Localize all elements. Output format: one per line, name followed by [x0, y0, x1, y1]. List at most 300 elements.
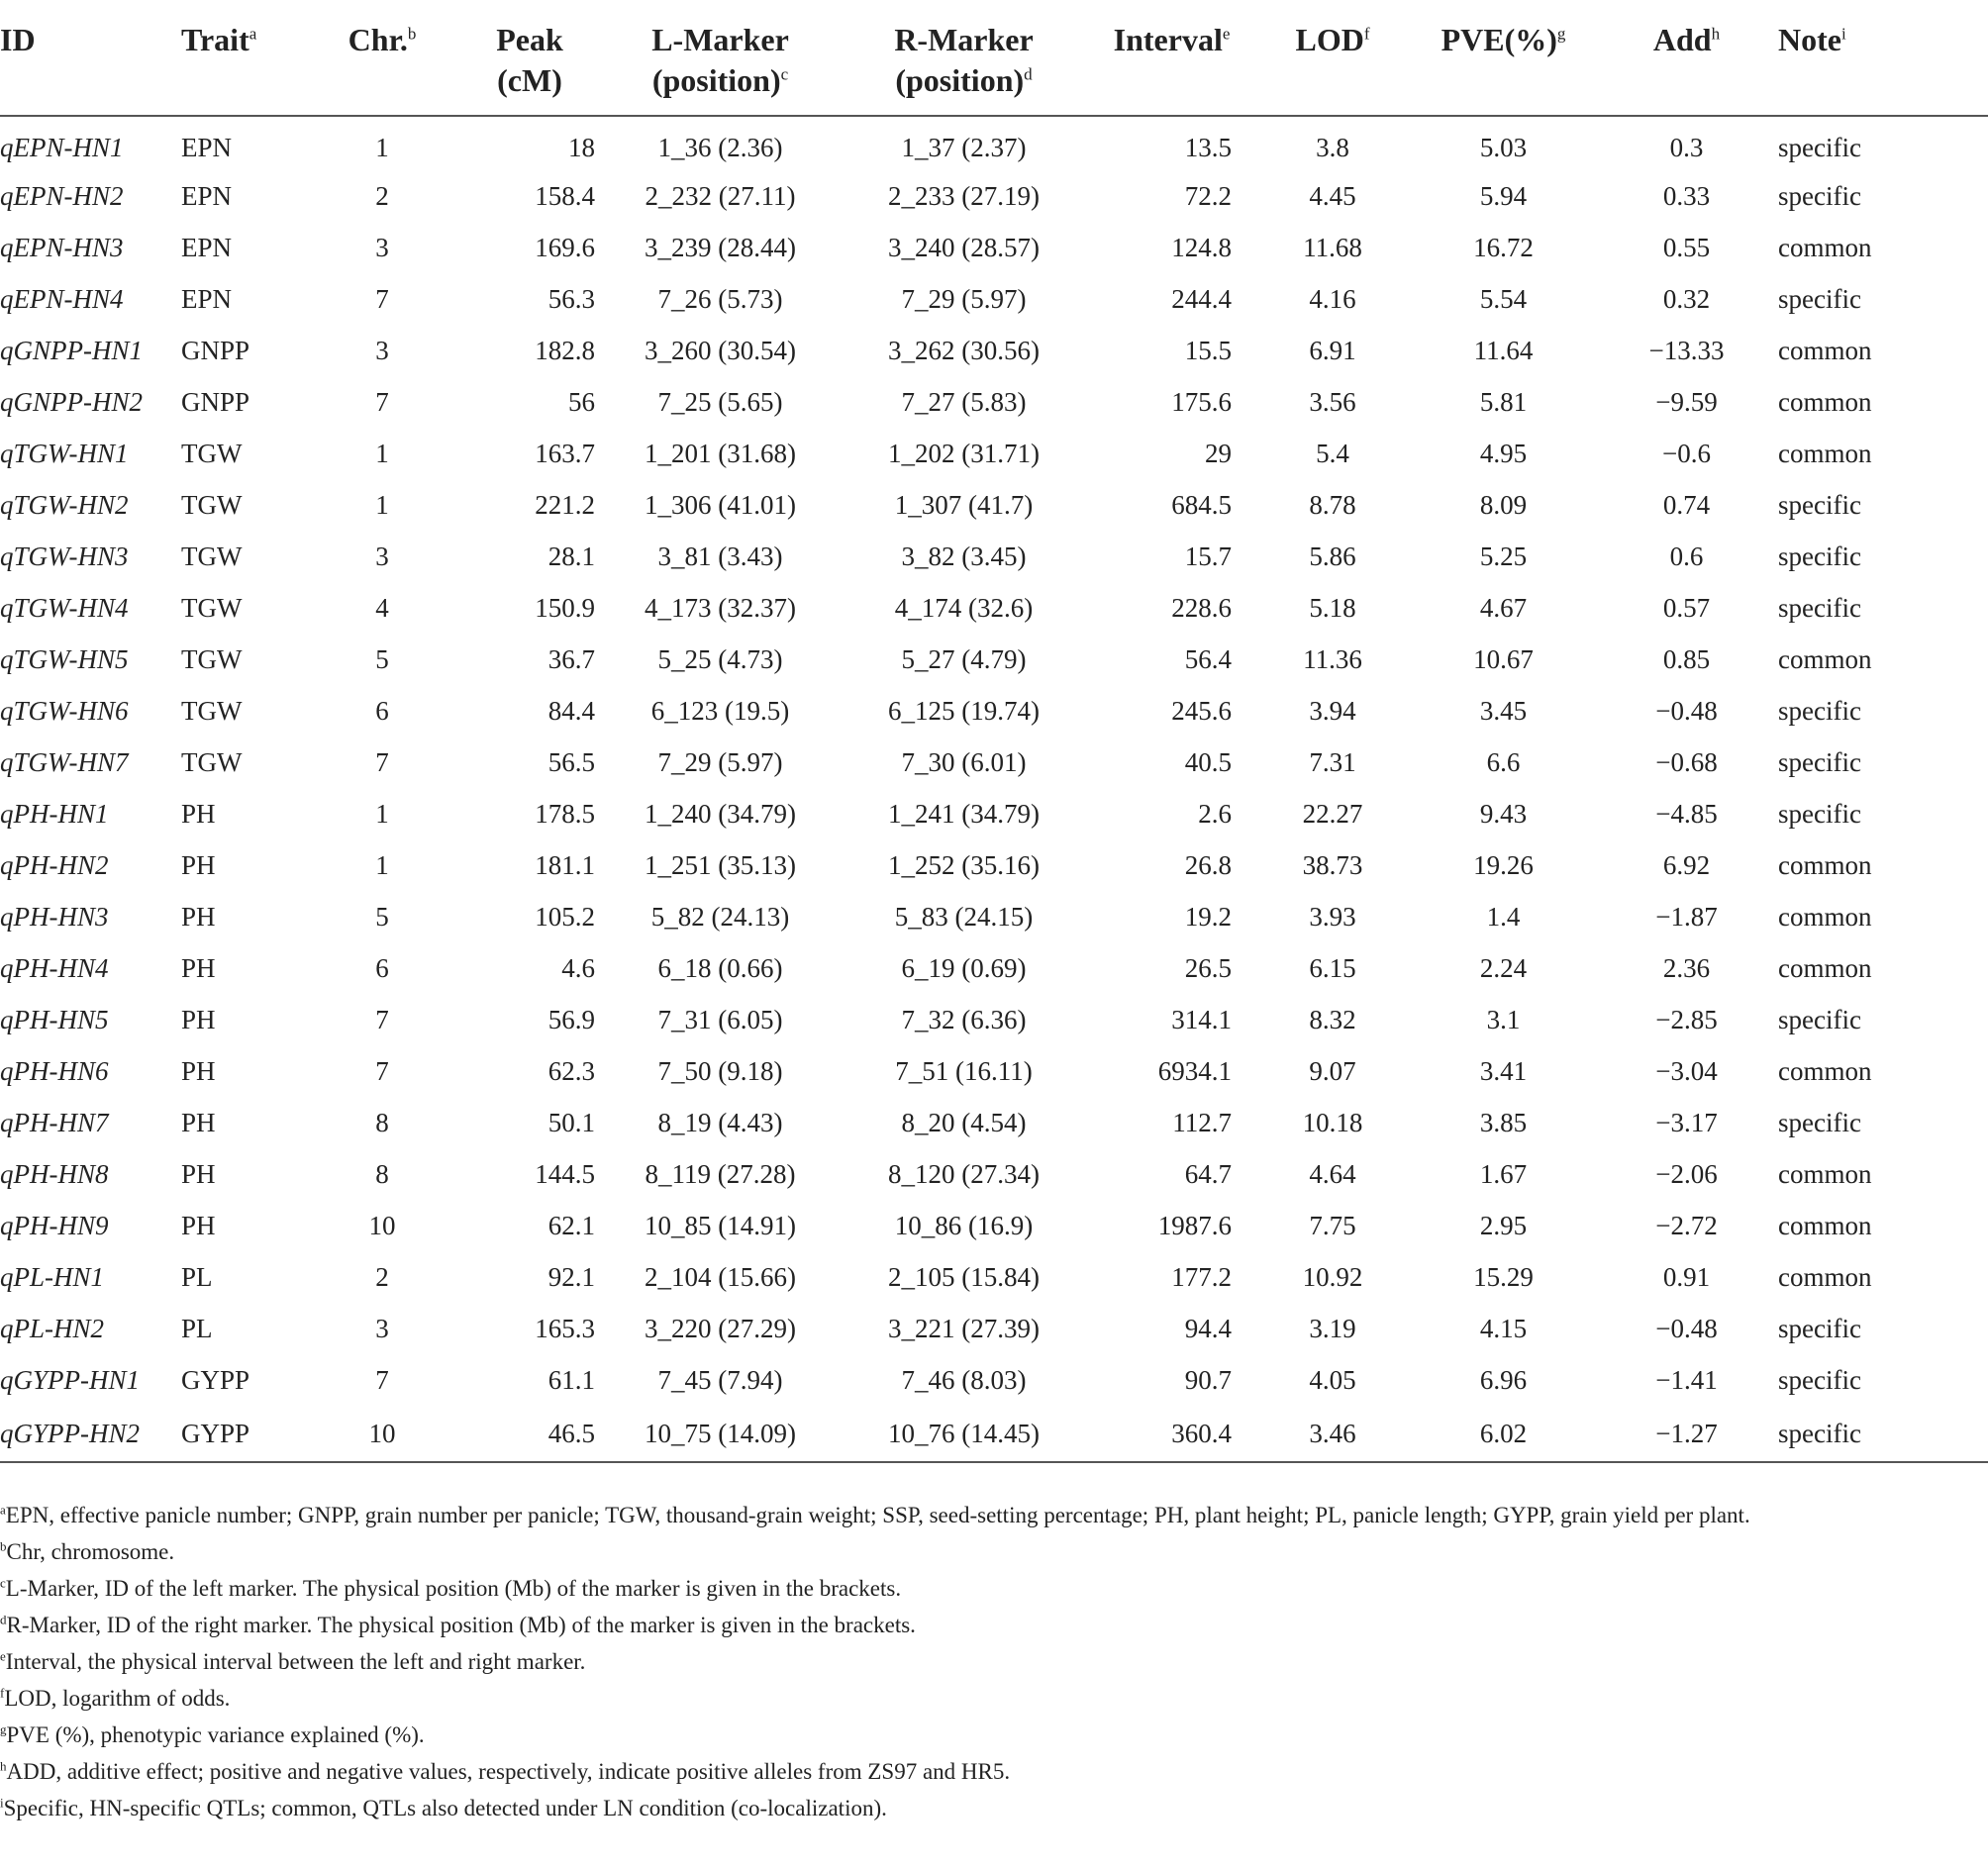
- footnote-marker: a: [0, 1502, 6, 1518]
- cell-trait: EPN: [181, 232, 233, 262]
- cell-lod: 3.94: [1309, 695, 1356, 726]
- cell-interval: 56.4: [1184, 643, 1232, 674]
- table-row: [0, 428, 1988, 479]
- table-row: [0, 891, 1988, 942]
- cell-r-marker: 8_120 (27.34): [888, 1158, 1040, 1189]
- cell-trait: TGW: [181, 746, 243, 777]
- cell-chr: 3: [375, 540, 389, 571]
- cell-add: −0.48: [1655, 1313, 1718, 1343]
- cell-peak: 181.1: [535, 849, 595, 880]
- cell-r-marker: 7_27 (5.83): [901, 386, 1027, 417]
- table-row: [0, 170, 1988, 222]
- cell-trait: PH: [181, 952, 216, 983]
- cell-peak: 84.4: [547, 695, 595, 726]
- header-note: [1778, 0, 1988, 116]
- cell-r-marker: 1_202 (31.71): [888, 438, 1040, 468]
- footnote-marker: g: [1556, 24, 1566, 44]
- header-label: PVE(%): [1441, 22, 1557, 57]
- cell-id: qPH-HN4: [0, 952, 109, 983]
- cell-trait: GYPP: [181, 1406, 308, 1462]
- cell-chr: 2: [375, 1261, 389, 1292]
- cell-chr: 6: [375, 952, 389, 983]
- cell-interval: 1987.6: [1157, 1210, 1232, 1240]
- footnote-marker: d: [0, 1612, 7, 1627]
- cell-lod: 6.91: [1309, 335, 1356, 365]
- table-row: [0, 634, 1988, 685]
- cell-note: common: [1778, 952, 1872, 983]
- cell-peak: 46.5: [456, 1406, 603, 1462]
- cell-add: −0.48: [1655, 695, 1718, 726]
- cell-l-marker: 7_31 (6.05): [657, 1004, 783, 1034]
- table-row: [0, 1200, 1988, 1251]
- cell-chr: 1: [375, 438, 389, 468]
- cell-add: 0.74: [1662, 489, 1711, 520]
- cell-peak: 62.1: [547, 1210, 595, 1240]
- cell-note: specific: [1778, 1107, 1861, 1137]
- cell-note: common: [1778, 901, 1872, 932]
- cell-trait: GNPP: [181, 335, 250, 365]
- cell-chr: 7: [375, 746, 389, 777]
- cell-interval: 314.1: [1171, 1004, 1232, 1034]
- cell-r-marker: 7_46 (8.03): [901, 1364, 1027, 1395]
- cell-id: qEPN-HN2: [0, 180, 124, 211]
- footnotes: [0, 1497, 1980, 1826]
- cell-chr: 5: [375, 901, 389, 932]
- cell-peak: 28.1: [547, 540, 595, 571]
- footnote-text: Specific, HN-specific QTLs; common, QTLs also detected under LN condition (co-localization).: [3, 1796, 887, 1820]
- cell-trait: EPN: [181, 283, 233, 314]
- cell-note: common: [1778, 438, 1872, 468]
- header-label: Peak: [496, 22, 563, 57]
- cell-add: −2.72: [1655, 1210, 1718, 1240]
- table-header: [0, 0, 1988, 116]
- cell-peak: 56.3: [547, 283, 595, 314]
- header-label: Trait: [181, 22, 249, 57]
- cell-interval: 175.6: [1171, 386, 1232, 417]
- cell-add: 0.6: [1669, 540, 1704, 571]
- footnote-marker: a: [248, 24, 257, 44]
- footnote-text: Chr, chromosome.: [6, 1539, 175, 1564]
- cell-add: −1.41: [1655, 1364, 1718, 1395]
- cell-lod: 4.05: [1309, 1364, 1356, 1395]
- header-peak: [456, 0, 603, 116]
- footnote: [0, 1533, 1980, 1570]
- footnote-marker: i: [0, 1795, 4, 1811]
- cell-lod: 5.86: [1309, 540, 1356, 571]
- cell-note: common: [1778, 386, 1872, 417]
- cell-chr: 4: [375, 592, 389, 623]
- header-id: [0, 0, 181, 116]
- cell-id: qPH-HN6: [0, 1055, 109, 1086]
- cell-note: specific: [1778, 1004, 1861, 1034]
- cell-pve: 4.67: [1479, 592, 1528, 623]
- header-label: Chr.: [348, 22, 408, 57]
- cell-id: qTGW-HN6: [0, 695, 129, 726]
- cell-id: qPH-HN3: [0, 901, 109, 932]
- cell-trait: PH: [181, 849, 216, 880]
- header-label: Note: [1778, 22, 1841, 57]
- cell-id: qGNPP-HN2: [0, 386, 143, 417]
- cell-lod: 8.32: [1309, 1004, 1356, 1034]
- cell-pve: 3.85: [1479, 1107, 1528, 1137]
- cell-add: 0.57: [1662, 592, 1711, 623]
- cell-r-marker: 2_233 (27.19): [888, 180, 1040, 211]
- table-row: [0, 839, 1988, 891]
- cell-r-marker: 7_32 (6.36): [901, 1004, 1027, 1034]
- cell-note: common: [1778, 849, 1872, 880]
- cell-interval: 228.6: [1171, 592, 1232, 623]
- header-label: LOD: [1295, 22, 1364, 57]
- footnote-text: Interval, the physical interval between the left and right marker.: [5, 1649, 586, 1674]
- footnote: [0, 1497, 1980, 1533]
- header-label-line2: (position): [651, 62, 781, 98]
- cell-lod: 3.93: [1309, 901, 1356, 932]
- cell-peak: 36.7: [547, 643, 595, 674]
- header-interval: [1090, 0, 1253, 116]
- cell-pve: 15.29: [1473, 1261, 1534, 1292]
- cell-trait: TGW: [181, 489, 243, 520]
- footnote: [0, 1643, 1980, 1680]
- cell-trait: PH: [181, 798, 216, 829]
- cell-interval: 64.7: [1184, 1158, 1232, 1189]
- footnote-text: LOD, logarithm of odds.: [4, 1686, 231, 1711]
- cell-interval: 72.2: [1184, 180, 1232, 211]
- cell-chr: 10: [308, 1406, 456, 1462]
- cell-chr: 8: [375, 1107, 389, 1137]
- cell-add: −3.17: [1655, 1107, 1718, 1137]
- table-row: [0, 1251, 1988, 1303]
- cell-pve: 2.24: [1479, 952, 1528, 983]
- cell-l-marker: 3_220 (27.29): [645, 1313, 796, 1343]
- cell-lod: 7.75: [1309, 1210, 1356, 1240]
- cell-chr: 6: [375, 695, 389, 726]
- cell-id: qPL-HN1: [0, 1261, 105, 1292]
- footnote: [0, 1680, 1980, 1717]
- header-lod: [1253, 0, 1412, 116]
- cell-add: −2.06: [1655, 1158, 1718, 1189]
- cell-id: qTGW-HN5: [0, 643, 129, 674]
- cell-peak: 18: [568, 132, 595, 162]
- cell-chr: 10: [368, 1210, 396, 1240]
- cell-note: specific: [1778, 180, 1861, 211]
- cell-r-marker: 6_19 (0.69): [901, 952, 1027, 983]
- header-add: [1595, 0, 1778, 116]
- footnote-text: PVE (%), phenotypic variance explained (%).: [6, 1722, 425, 1747]
- cell-trait: TGW: [181, 438, 243, 468]
- cell-chr: 1: [375, 489, 389, 520]
- cell-peak: 169.6: [535, 232, 595, 262]
- cell-l-marker: 2_232 (27.11): [645, 180, 796, 211]
- cell-chr: 7: [375, 283, 389, 314]
- footnote: [0, 1790, 1980, 1826]
- cell-r-marker: 1_37 (2.37): [901, 132, 1027, 162]
- cell-add: 0.3: [1669, 132, 1704, 162]
- footnote-marker: c: [780, 64, 789, 84]
- table-row: [0, 582, 1988, 634]
- cell-lod: 6.15: [1309, 952, 1356, 983]
- cell-r-marker: 7_29 (5.97): [901, 283, 1027, 314]
- cell-lod: 10.18: [1302, 1107, 1363, 1137]
- cell-l-marker: 6_18 (0.66): [657, 952, 783, 983]
- cell-id: qTGW-HN1: [0, 438, 129, 468]
- footnote-text: R-Marker, ID of the right marker. The physical position (Mb) of the marker is given in the brackets.: [6, 1613, 916, 1637]
- cell-note: common: [1778, 1261, 1872, 1292]
- cell-chr: 1: [375, 132, 389, 162]
- footnote-marker: h: [1711, 24, 1721, 44]
- cell-r-marker: 1_241 (34.79): [888, 798, 1040, 829]
- cell-note: common: [1778, 1055, 1872, 1086]
- footnote-marker: f: [1363, 24, 1370, 44]
- cell-peak: 56.5: [547, 746, 595, 777]
- footnote-marker: b: [407, 24, 417, 44]
- cell-l-marker: 7_26 (5.73): [657, 283, 783, 314]
- cell-pve: 8.09: [1479, 489, 1528, 520]
- cell-add: 2.36: [1662, 952, 1711, 983]
- cell-interval: 684.5: [1171, 489, 1232, 520]
- cell-note: specific: [1778, 132, 1861, 162]
- cell-lod: 4.64: [1309, 1158, 1356, 1189]
- cell-chr: 7: [375, 1364, 389, 1395]
- cell-add: −4.85: [1655, 798, 1718, 829]
- header-label: R-Marker: [894, 22, 1034, 57]
- cell-r-marker: 10_86 (16.9): [894, 1210, 1034, 1240]
- cell-pve: 5.03: [1479, 132, 1528, 162]
- cell-pve: 6.02: [1412, 1406, 1595, 1462]
- table-row: [0, 1148, 1988, 1200]
- footnote-marker: h: [0, 1758, 7, 1774]
- cell-interval: 6934.1: [1157, 1055, 1232, 1086]
- cell-lod: 5.18: [1309, 592, 1356, 623]
- cell-r-marker: 3_240 (28.57): [888, 232, 1040, 262]
- footnote-marker: d: [1024, 64, 1033, 84]
- cell-interval: 15.7: [1184, 540, 1232, 571]
- table-row: [0, 685, 1988, 737]
- cell-add: −13.33: [1648, 335, 1725, 365]
- footnote: [0, 1717, 1980, 1753]
- table-row: [0, 222, 1988, 273]
- cell-id: qTGW-HN4: [0, 592, 129, 623]
- table-row: [0, 1045, 1988, 1097]
- cell-id: qTGW-HN2: [0, 489, 129, 520]
- cell-pve: 4.95: [1479, 438, 1528, 468]
- cell-r-marker: 3_82 (3.45): [901, 540, 1027, 571]
- cell-lod: 3.46: [1253, 1406, 1412, 1462]
- cell-add: 0.91: [1662, 1261, 1711, 1292]
- cell-add: −2.85: [1655, 1004, 1718, 1034]
- cell-l-marker: 1_306 (41.01): [645, 489, 796, 520]
- cell-chr: 5: [375, 643, 389, 674]
- cell-r-marker: 7_51 (16.11): [895, 1055, 1033, 1086]
- cell-peak: 105.2: [535, 901, 595, 932]
- cell-interval: 124.8: [1171, 232, 1232, 262]
- header-label: L-Marker: [651, 22, 789, 57]
- cell-lod: 5.4: [1316, 438, 1349, 468]
- cell-note: specific: [1778, 695, 1861, 726]
- cell-add: 0.32: [1662, 283, 1711, 314]
- header-l-marker: [603, 0, 838, 116]
- cell-note: common: [1778, 643, 1872, 674]
- cell-r-marker: 3_262 (30.56): [888, 335, 1040, 365]
- cell-r-marker: 6_125 (19.74): [888, 695, 1040, 726]
- cell-l-marker: 10_75 (14.09): [603, 1406, 838, 1462]
- cell-add: −0.6: [1662, 438, 1711, 468]
- cell-l-marker: 8_119 (27.28): [645, 1158, 796, 1189]
- cell-r-marker: 1_307 (41.7): [894, 489, 1034, 520]
- cell-add: 6.92: [1662, 849, 1711, 880]
- cell-peak: 4.6: [561, 952, 595, 983]
- table-row: [0, 994, 1988, 1045]
- cell-peak: 163.7: [535, 438, 595, 468]
- cell-note: specific: [1778, 283, 1861, 314]
- cell-l-marker: 5_25 (4.73): [657, 643, 783, 674]
- cell-trait: EPN: [181, 132, 233, 162]
- cell-note: common: [1778, 335, 1872, 365]
- cell-peak: 50.1: [547, 1107, 595, 1137]
- cell-interval: 177.2: [1171, 1261, 1232, 1292]
- cell-pve: 1.67: [1479, 1158, 1528, 1189]
- cell-note: specific: [1778, 489, 1861, 520]
- cell-note: specific: [1778, 798, 1861, 829]
- cell-id: qPH-HN1: [0, 798, 109, 829]
- cell-l-marker: 10_85 (14.91): [645, 1210, 796, 1240]
- cell-r-marker: 5_27 (4.79): [901, 643, 1027, 674]
- header-label-line2: (cM): [497, 62, 562, 98]
- cell-peak: 158.4: [535, 180, 595, 211]
- cell-id: qEPN-HN1: [0, 132, 124, 162]
- cell-l-marker: 7_25 (5.65): [657, 386, 783, 417]
- header-row: [0, 0, 1988, 116]
- cell-chr: 8: [375, 1158, 389, 1189]
- cell-note: specific: [1778, 592, 1861, 623]
- cell-trait: PH: [181, 1004, 216, 1034]
- cell-add: −3.04: [1655, 1055, 1718, 1086]
- cell-pve: 5.25: [1479, 540, 1528, 571]
- cell-peak: 56: [568, 386, 595, 417]
- cell-chr: 3: [375, 232, 389, 262]
- cell-peak: 62.3: [547, 1055, 595, 1086]
- footnote-marker: i: [1840, 24, 1846, 44]
- cell-id: qTGW-HN7: [0, 746, 129, 777]
- cell-interval: 360.4: [1090, 1406, 1253, 1462]
- cell-trait: TGW: [181, 695, 243, 726]
- cell-pve: 9.43: [1479, 798, 1528, 829]
- cell-lod: 3.19: [1309, 1313, 1356, 1343]
- table-row: [0, 1303, 1988, 1354]
- cell-interval: 26.8: [1184, 849, 1232, 880]
- cell-trait: TGW: [181, 643, 243, 674]
- cell-chr: 1: [375, 798, 389, 829]
- cell-interval: 244.4: [1171, 283, 1232, 314]
- cell-add: 0.85: [1662, 643, 1711, 674]
- cell-l-marker: 3_81 (3.43): [657, 540, 783, 571]
- cell-trait: GYPP: [181, 1364, 250, 1395]
- cell-id: qGYPP-HN1: [0, 1364, 140, 1395]
- cell-chr: 7: [375, 386, 389, 417]
- cell-add: −9.59: [1655, 386, 1718, 417]
- cell-note: common: [1778, 1158, 1872, 1189]
- cell-id: qPL-HN2: [0, 1313, 105, 1343]
- footnote-text: ADD, additive effect; positive and negative values, respectively, indicate positive alleles from ZS97 and HR5.: [6, 1759, 1011, 1784]
- header-label: ID: [0, 22, 36, 57]
- cell-peak: 144.5: [535, 1158, 595, 1189]
- cell-l-marker: 8_19 (4.43): [657, 1107, 783, 1137]
- cell-r-marker: 7_30 (6.01): [901, 746, 1027, 777]
- cell-interval: 13.5: [1184, 132, 1232, 162]
- cell-trait: PH: [181, 1158, 216, 1189]
- cell-trait: PH: [181, 901, 216, 932]
- cell-pve: 5.94: [1479, 180, 1528, 211]
- footnote-text: EPN, effective panicle number; GNPP, grain number per panicle; TGW, thousand-grain weight; SSP, seed-setting percentage; PH, plant height; PL, panicle length; GYPP, grain yield per plant.: [5, 1503, 1750, 1527]
- cell-pve: 10.67: [1473, 643, 1534, 674]
- cell-add: −1.27: [1595, 1406, 1778, 1462]
- cell-interval: 29: [1205, 438, 1232, 468]
- cell-pve: 4.15: [1479, 1313, 1528, 1343]
- cell-note: specific: [1778, 1313, 1861, 1343]
- cell-interval: 2.6: [1198, 798, 1232, 829]
- cell-r-marker: 1_252 (35.16): [888, 849, 1040, 880]
- cell-trait: PH: [181, 1210, 216, 1240]
- cell-r-marker: 2_105 (15.84): [888, 1261, 1040, 1292]
- cell-peak: 182.8: [535, 335, 595, 365]
- cell-pve: 5.81: [1479, 386, 1528, 417]
- cell-interval: 94.4: [1184, 1313, 1232, 1343]
- header-r-marker: [838, 0, 1090, 116]
- cell-peak: 150.9: [535, 592, 595, 623]
- header-trait: [181, 0, 308, 116]
- table-row: [0, 788, 1988, 839]
- cell-lod: 38.73: [1302, 849, 1363, 880]
- cell-id: qPH-HN9: [0, 1210, 109, 1240]
- cell-l-marker: 7_45 (7.94): [657, 1364, 783, 1395]
- cell-note: specific: [1778, 1364, 1861, 1395]
- cell-id: qPH-HN2: [0, 849, 109, 880]
- cell-r-marker: 8_20 (4.54): [901, 1107, 1027, 1137]
- cell-lod: 10.92: [1302, 1261, 1363, 1292]
- cell-peak: 221.2: [535, 489, 595, 520]
- table-row: [0, 942, 1988, 994]
- table-row: [0, 116, 1988, 170]
- footnote-marker: e: [1222, 24, 1231, 44]
- cell-lod: 22.27: [1302, 798, 1363, 829]
- cell-l-marker: 3_260 (30.54): [645, 335, 796, 365]
- footnote: [0, 1607, 1980, 1643]
- cell-lod: 11.68: [1303, 232, 1362, 262]
- footnote-marker: b: [0, 1538, 7, 1554]
- cell-trait: PH: [181, 1107, 216, 1137]
- footnote: [0, 1570, 1980, 1607]
- cell-lod: 3.56: [1309, 386, 1356, 417]
- cell-id: qPH-HN8: [0, 1158, 109, 1189]
- header-pve: [1412, 0, 1595, 116]
- cell-add: −1.87: [1655, 901, 1718, 932]
- cell-pve: 3.1: [1486, 1004, 1521, 1034]
- cell-interval: 112.7: [1172, 1107, 1232, 1137]
- table-row: [0, 1354, 1988, 1406]
- cell-note: common: [1778, 232, 1872, 262]
- cell-r-marker: 3_221 (27.39): [888, 1313, 1040, 1343]
- cell-l-marker: 3_239 (28.44): [645, 232, 796, 262]
- cell-id: qPH-HN7: [0, 1107, 109, 1137]
- cell-l-marker: 7_29 (5.97): [657, 746, 783, 777]
- cell-trait: GNPP: [181, 386, 250, 417]
- cell-chr: 1: [375, 849, 389, 880]
- footnote-marker: e: [0, 1648, 6, 1664]
- cell-note: specific: [1778, 1406, 1988, 1462]
- cell-trait: PH: [181, 1055, 216, 1086]
- cell-pve: 11.64: [1473, 335, 1534, 365]
- cell-l-marker: 5_82 (24.13): [650, 901, 790, 932]
- cell-lod: 3.8: [1316, 132, 1349, 162]
